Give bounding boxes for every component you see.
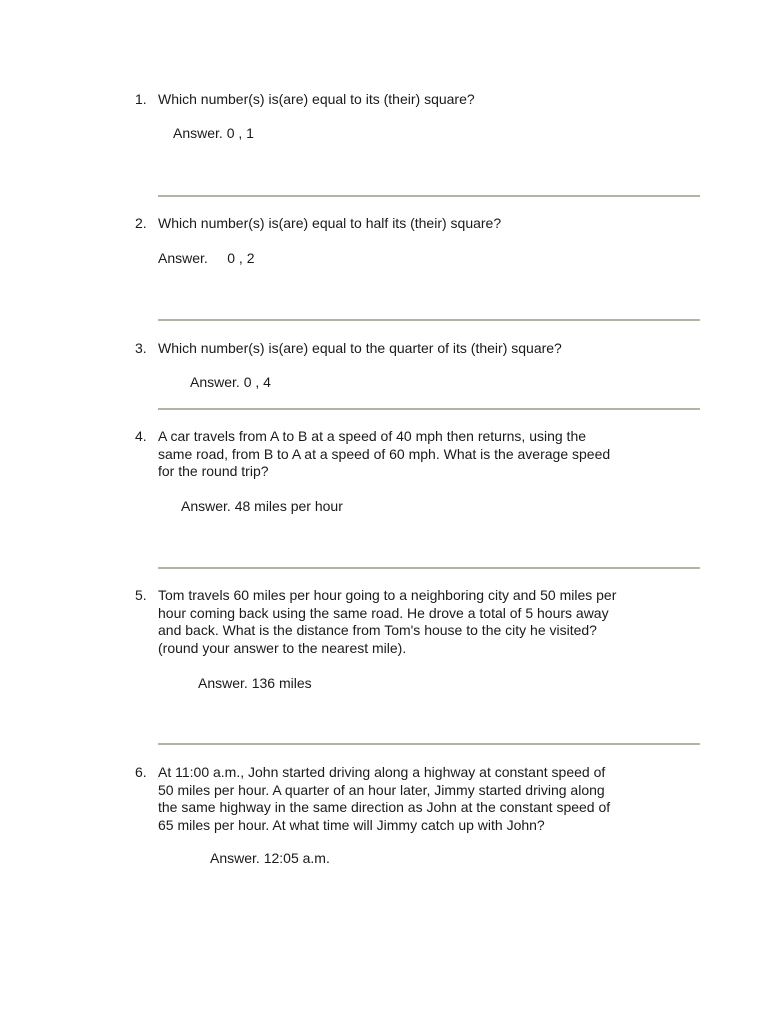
divider-1: [158, 195, 700, 197]
divider-4: [158, 567, 700, 569]
question-number: 1.: [135, 91, 147, 107]
answer-1: Answer. 0 , 1: [173, 125, 254, 141]
question-number: 2.: [135, 215, 147, 231]
answer-2: Answer. 0 , 2: [158, 250, 255, 266]
question-number: 5.: [135, 587, 147, 603]
divider-2: [158, 319, 700, 321]
question-number: 6.: [135, 764, 147, 780]
answer-4: Answer. 48 miles per hour: [181, 498, 343, 514]
question-number: 4.: [135, 428, 147, 444]
divider-5: [158, 743, 700, 745]
answer-5: Answer. 136 miles: [198, 675, 312, 691]
divider-3: [158, 408, 700, 410]
question-text: Which number(s) is(are) equal to half its (their) square?: [158, 215, 502, 231]
question-text: Tom travels 60 miles per hour going to a neighboring city and 50 miles per hour coming back using the same road. He drove a total of 5 hours away and back. What is the distance from Tom's house to the city he visited? (round your answer to the nearest mile).: [158, 587, 617, 656]
answer-3: Answer. 0 , 4: [190, 374, 271, 390]
question-text: Which number(s) is(are) equal to its (their) square?: [158, 91, 475, 107]
question-text: At 11:00 a.m., John started driving along a highway at constant speed of 50 miles per hour. A quarter of an hour later, Jimmy started driving along the same highway in the same direction as John at the constant speed of 65 miles per hour. At what time will Jimmy catch up with John?: [158, 764, 611, 833]
question-number: 3.: [135, 340, 147, 356]
answer-6: Answer. 12:05 a.m.: [210, 850, 330, 866]
question-text: Which number(s) is(are) equal to the quarter of its (their) square?: [158, 340, 562, 356]
question-text: A car travels from A to B at a speed of 40 mph then returns, using the same road, from B to A at a speed of 60 mph. What is the average speed for the round trip?: [158, 428, 611, 479]
